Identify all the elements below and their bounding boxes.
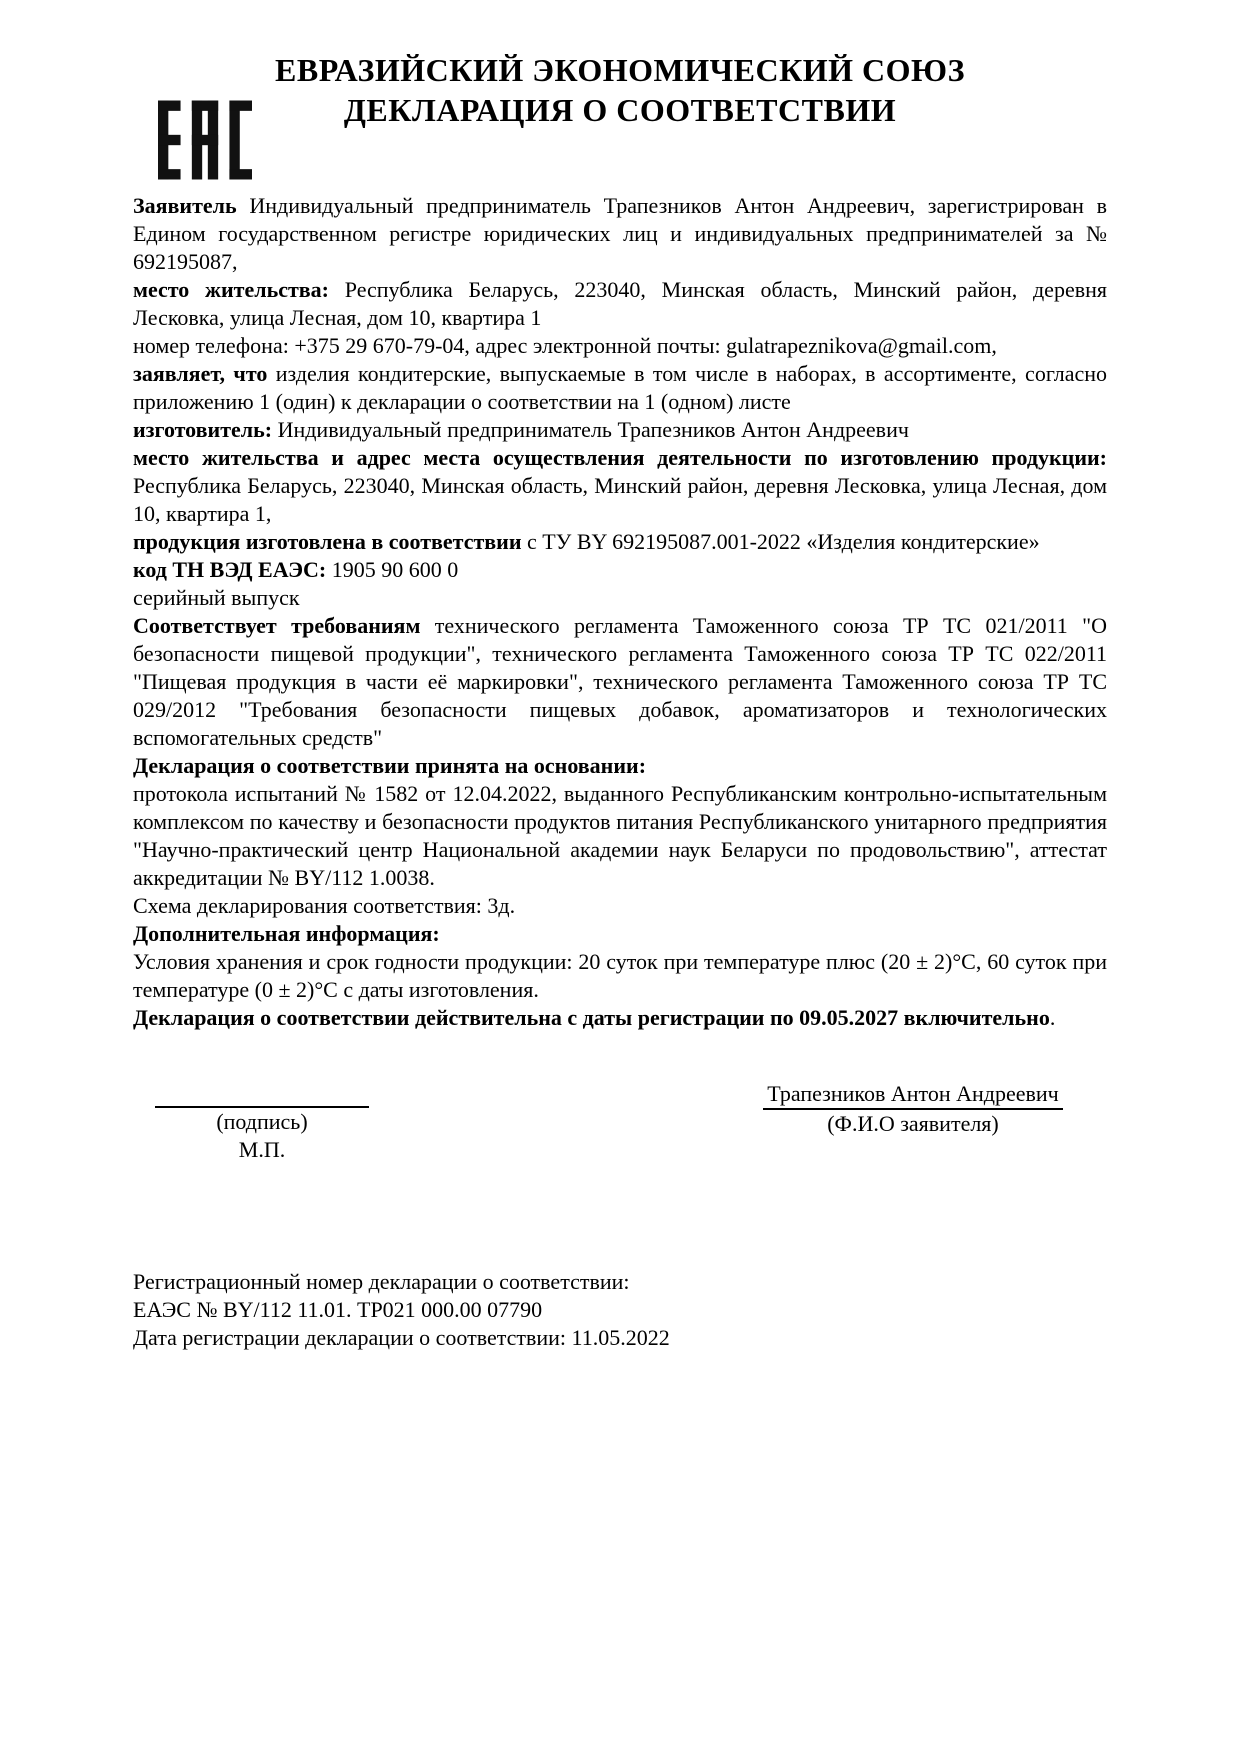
paragraph-declaration-scheme bbox=[133, 892, 1107, 920]
registration-number-heading: Регистрационный номер декларации о соответствии: bbox=[133, 1269, 630, 1294]
phone-email-text: номер телефона: +375 29 670-79-04, адрес электронной почты: gulatrapeznikova@gmail.com, bbox=[133, 333, 997, 358]
paragraph-applicant bbox=[133, 192, 1107, 276]
manufacture-address-text: Республика Беларусь, 223040, Минская область, Минский район, деревня Лесковка, улица Лесная, дом 10, квартира 1, bbox=[133, 473, 1107, 526]
applicant-name-caption: (Ф.И.О заявителя) bbox=[827, 1111, 999, 1136]
declaration-scheme-text: Схема декларирования соответствия: 3д. bbox=[133, 893, 516, 918]
test-protocol-text: протокола испытаний № 1582 от 12.04.2022, выданного Республиканским контрольно-испытательным комплексом по качеству и безопасности продуктов питания Республиканского унитарного предприятия "Научно-практический центр Национальной академии наук Беларуси по продовольствию", аттестат аккредитации № BY/112 1.0038. bbox=[133, 781, 1107, 890]
signature-line bbox=[155, 1080, 369, 1108]
product-spec-text: с ТУ BY 692195087.001-2022 «Изделия кондитерские» bbox=[521, 529, 1040, 554]
serial-production-text: серийный выпуск bbox=[133, 585, 300, 610]
paragraph-manufacture-address bbox=[133, 444, 1107, 528]
document-body bbox=[133, 192, 1107, 1032]
validity-label: Декларация о соответствии действительна с даты регистрации по 09.05.2027 включительно bbox=[133, 1005, 1050, 1030]
basis-heading-label: Декларация о соответствии принята на основании: bbox=[133, 753, 647, 778]
paragraph-storage-conditions bbox=[133, 948, 1107, 1004]
paragraph-test-protocol bbox=[133, 780, 1107, 892]
manufacturer-text: Индивидуальный предприниматель Трапезников Антон Андреевич bbox=[272, 417, 909, 442]
tnved-code-text: 1905 90 600 0 bbox=[326, 557, 459, 582]
paragraph-additional-info-heading bbox=[133, 920, 1107, 948]
registration-date: Дата регистрации декларации о соответствии: 11.05.2022 bbox=[133, 1325, 670, 1350]
paragraph-serial-production bbox=[133, 584, 1107, 612]
manufacture-address-label: место жительства и адрес места осуществления деятельности по изготовлению продукции: bbox=[133, 445, 1107, 470]
declares-label: заявляет, что bbox=[133, 361, 268, 386]
stamp-placeholder: М.П. bbox=[238, 1137, 286, 1162]
paragraph-compliance bbox=[133, 612, 1107, 752]
residence-text: Республика Беларусь, 223040, Минская область, Минский район, деревня Лесковка, улица Лесная, дом 10, квартира 1 bbox=[133, 277, 1107, 330]
declares-text: изделия кондитерские, выпускаемые в том числе в наборах, в ассортименте, согласно приложению 1 (один) к декларации о соответствии на 1 (одном) листе bbox=[133, 361, 1108, 414]
paragraph-phone-email bbox=[133, 332, 1107, 360]
signature-block bbox=[133, 1080, 1107, 1164]
signature-left-column bbox=[155, 1080, 369, 1164]
signature-caption: (подпись) bbox=[216, 1109, 308, 1134]
compliance-text: технического регламента Таможенного союза ТР ТС 021/2011 "О безопасности пищевой продукции", технического регламента Таможенного союза ТР ТС 022/2011 "Пищевая продукция в части её маркировки", технического регламента Таможенного союза ТР ТС 029/2012 "Требования безопасности пищевых добавок, ароматизаторов и технологических вспомогательных средств" bbox=[133, 613, 1107, 750]
applicant-label: Заявитель bbox=[133, 193, 237, 218]
manufacturer-label: изготовитель: bbox=[133, 417, 273, 442]
paragraph-validity bbox=[133, 1004, 1107, 1032]
additional-info-label: Дополнительная информация: bbox=[133, 921, 440, 946]
registration-number-value: ЕАЭС № BY/112 11.01. ТР021 000.00 07790 bbox=[133, 1297, 543, 1322]
applicant-text: Индивидуальный предприниматель Трапезников Антон Андреевич, зарегистрирован в Едином государственном регистре юридических лиц и индивидуальных предпринимателей за № 692195087, bbox=[133, 193, 1107, 274]
document-title-line2: ДЕКЛАРАЦИЯ О СООТВЕТСТВИИ bbox=[343, 92, 897, 128]
signature-right-column bbox=[733, 1080, 1093, 1164]
paragraph-declares bbox=[133, 360, 1107, 416]
eac-logo-icon bbox=[158, 100, 252, 180]
paragraph-basis-heading bbox=[133, 752, 1107, 780]
registration-block bbox=[133, 1268, 1107, 1352]
document-title-line1: ЕВРАЗИЙСКИЙ ЭКОНОМИЧЕСКИЙ СОЮЗ bbox=[275, 52, 965, 88]
paragraph-product-spec bbox=[133, 528, 1107, 556]
product-spec-label: продукция изготовлена в соответствии bbox=[133, 529, 522, 554]
paragraph-manufacturer bbox=[133, 416, 1107, 444]
applicant-full-name: Трапезников Антон Андреевич bbox=[763, 1080, 1062, 1110]
storage-conditions-text: Условия хранения и срок годности продукции: 20 суток при температуре плюс (20 ± 2)°С, 60 суток при температуре (0 ± 2)°С с даты изготовления. bbox=[133, 949, 1107, 1002]
residence-label: место жительства: bbox=[133, 277, 330, 302]
paragraph-residence bbox=[133, 276, 1107, 332]
tnved-code-label: код ТН ВЭД ЕАЭС: bbox=[133, 557, 327, 582]
paragraph-tnved-code bbox=[133, 556, 1107, 584]
validity-text: . bbox=[1049, 1005, 1056, 1030]
compliance-label: Соответствует требованиям bbox=[133, 613, 421, 638]
